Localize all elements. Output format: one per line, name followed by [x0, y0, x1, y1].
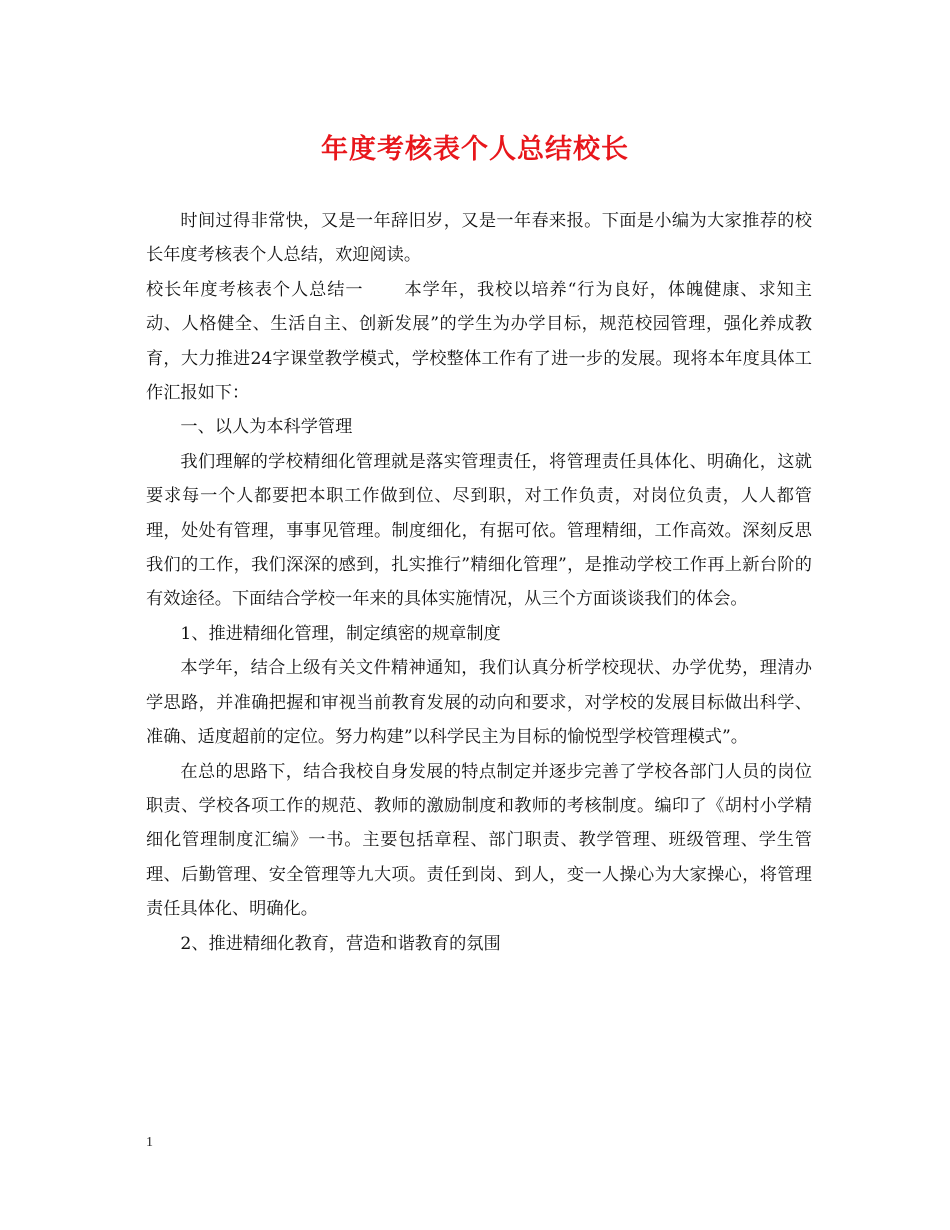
intro-paragraph: 时间过得非常快，又是一年辞旧岁，又是一年春来报。下面是小编为大家推荐的校长年度考核表个人总结，欢迎阅读。	[146, 211, 812, 266]
page-number: 1	[146, 1135, 153, 1150]
section-heading: 一、以人为本科学管理	[180, 417, 353, 438]
summary-first-paragraph	[146, 273, 812, 411]
document-body	[146, 204, 812, 961]
body-paragraph: 在总的思路下，结合我校自身发展的特点制定并逐步完善了学校各部门人员的岗位职责、学校各项工作的规范、教师的激励制度和教师的考核制度。编印了《胡村小学精细化管理制度汇编》一书。主要包括章程、部门职责、教学管理、班级管理、学生管理、后勤管理、安全管理等九大项。责任到岗、到人，变一人操心为大家操心，将管理责任具体化、明确化。	[146, 761, 812, 920]
subsection-heading: 1、推进精细化管理，制定缜密的规章制度	[180, 623, 501, 644]
document-title: 年度考核表个人总结校长	[321, 134, 629, 165]
body-paragraph: 本学年，结合上级有关文件精神通知，我们认真分析学校现状、办学优势，理清办学思路，并准确把握和审视当前教育发展的动向和要求，对学校的发展目标做出科学、准确、适度超前的定位。努力构建”以科学民主为目标的愉悦型学校管理模式”。	[146, 658, 812, 748]
body-paragraph: 我们理解的学校精细化管理就是落实管理责任，将管理责任具体化、明确化，这就要求每一个人都要把本职工作做到位、尽到职，对工作负责，对岗位负责，人人都管理，处处有管理，事事见管理。制度细化，有据可依。管理精细，工作高效。深刻反思我们的工作，我们深深的感到，扎实推行”精细化管理”，是推动学校工作再上新台阶的有效途径。下面结合学校一年来的具体实施情况，从三个方面谈谈我们的体会。	[146, 451, 812, 610]
subsection-heading: 2、推进精细化教育，营造和谐教育的氛围	[180, 933, 501, 954]
section-subtitle: 校长年度考核表个人总结一	[146, 279, 364, 300]
summary-opening-text: 本学年，我校以培养“行为良好，体魄健康、求知主动、人格健全、生活自主、创新发展”的学生为办学目标，规范校园管理，强化养成教育，大力推进24字课堂教学模式，学校整体工作有了进一步的发展。现将本年度具体工作汇报如下：	[146, 279, 812, 404]
